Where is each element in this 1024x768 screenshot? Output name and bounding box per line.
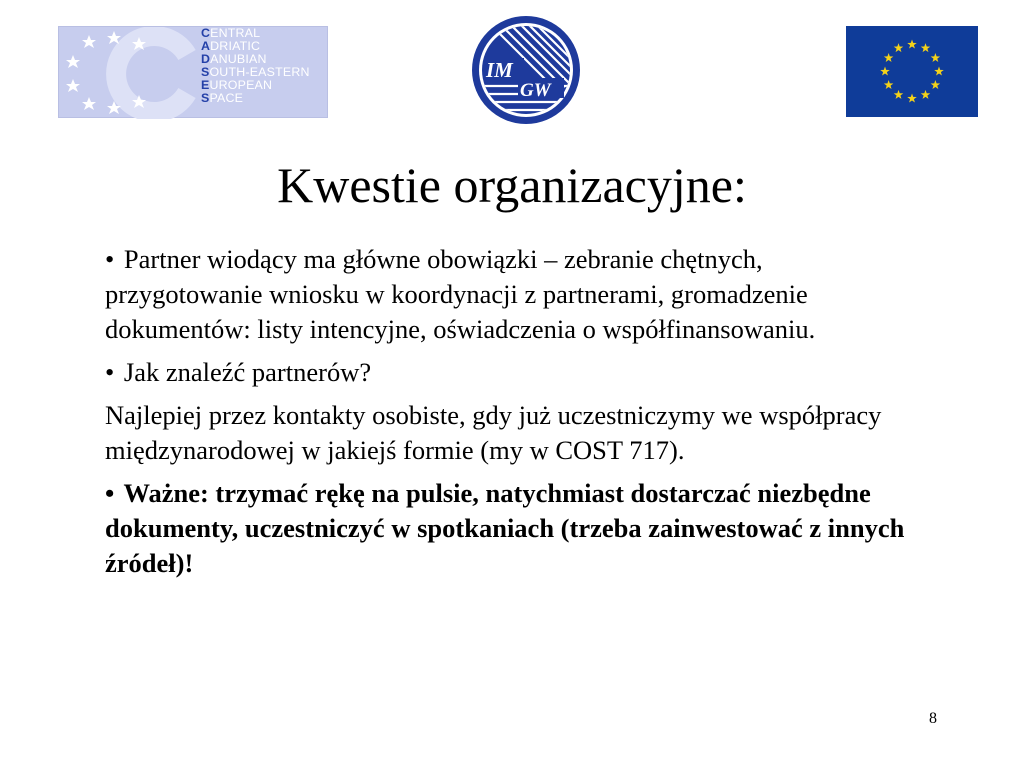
eu-star-icon bbox=[921, 43, 931, 52]
bullet: • bbox=[105, 357, 115, 387]
eu-star-icon bbox=[931, 80, 941, 89]
eu-star-icon bbox=[884, 80, 894, 89]
eu-star-icon bbox=[884, 53, 894, 62]
imgw-logo-icon bbox=[470, 14, 582, 126]
paragraph bbox=[105, 398, 905, 468]
eu-star-icon bbox=[880, 67, 890, 76]
eu-star-icon bbox=[931, 53, 941, 62]
paragraph bbox=[105, 476, 905, 581]
eu-star-icon bbox=[894, 90, 904, 99]
paragraph-text: Najlepiej przez kontakty osobiste, gdy już uczestniczymy we współpracy międzynarodowej w jakiejś formie (my w COST 717). bbox=[105, 400, 882, 465]
cadses-line: EUROPEAN bbox=[201, 77, 273, 92]
imgw-text-bottom: GW bbox=[520, 80, 551, 101]
bullet: • bbox=[105, 244, 115, 274]
paragraph-text: Partner wiodący ma główne obowiązki – zebranie chętnych, przygotowanie wniosku w koordynacji z partnerami, gromadzenie dokumentów: listy intencyjne, oświadczenia o współfinansowaniu. bbox=[105, 244, 816, 344]
bullet: • bbox=[105, 478, 115, 508]
eu-stars-icon bbox=[846, 26, 978, 117]
eu-star-icon bbox=[894, 43, 904, 52]
eu-star-icon bbox=[921, 90, 931, 99]
eu-star-icon bbox=[907, 94, 917, 103]
paragraph bbox=[105, 355, 905, 390]
paragraph-text: Ważne: trzymać rękę na pulsie, natychmiast dostarczać niezbędne dokumenty, uczestniczyć w spotkaniach (trzeba zainwestować z innych źródeł)! bbox=[105, 478, 905, 578]
cadses-logo bbox=[58, 26, 328, 118]
imgw-text-top: IM bbox=[486, 58, 513, 82]
eu-star-icon bbox=[934, 67, 944, 76]
eu-flag bbox=[846, 26, 978, 117]
cadses-text bbox=[201, 27, 329, 104]
paragraph-text: Jak znaleźć partnerów? bbox=[123, 357, 372, 387]
cadses-line: DANUBIAN bbox=[201, 51, 267, 66]
slide-content bbox=[105, 242, 905, 589]
cadses-line: SPACE bbox=[201, 90, 244, 105]
page-number: 8 bbox=[929, 710, 937, 727]
eu-star-icon bbox=[907, 40, 917, 49]
cadses-line: ADRIATIC bbox=[201, 38, 261, 53]
paragraph bbox=[105, 242, 905, 347]
cadses-line: SOUTH-EASTERN bbox=[201, 64, 310, 79]
slide-title: Kwestie organizacyjne: bbox=[277, 157, 747, 213]
cadses-line: CENTRAL bbox=[201, 26, 261, 40]
